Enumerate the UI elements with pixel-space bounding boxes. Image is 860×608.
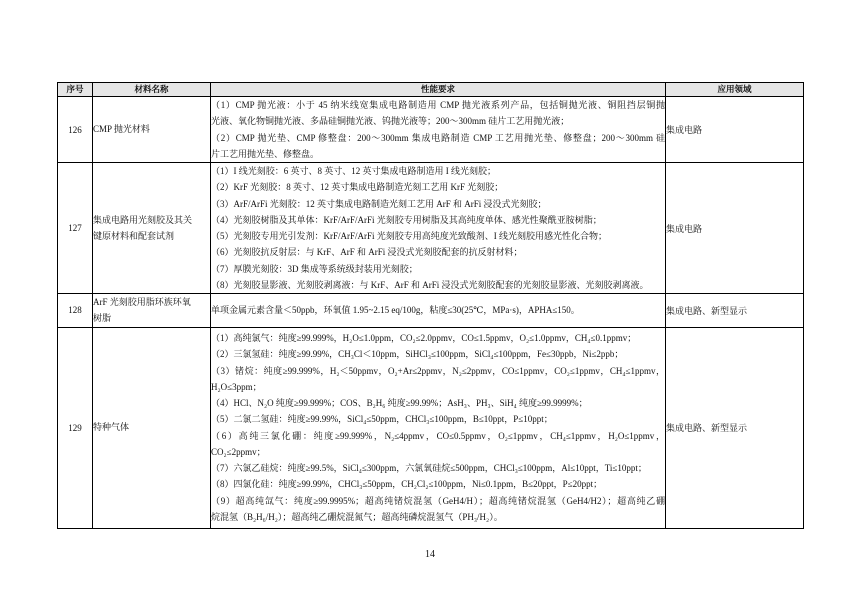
requirement-line: （8）光刻胶显影液、光刻胶剥离液：与 KrF、ArF 和 ArFi 浸没式光刻胶配套的光刻胶显影液、光刻胶剥离液。 (211, 279, 649, 290)
material-name-line: ArF 光刻胶用脂环族环氧 (93, 297, 191, 307)
requirement-line: （2）KrF 光刻胶：8 英寸、12 英寸集成电路制造光刻工艺用 KrF 光刻胶； (211, 182, 504, 193)
row-number: 129 (58, 327, 93, 528)
requirement-line: （1）高纯氯气：纯度≥99.999%，H₂O≤1.0ppm，CO₂≤2.0ppmv，CO≤1.5ppmv，O₂≤1.0ppmv，CH₄≤0.1ppmv； (211, 333, 637, 343)
requirement-line: （7）六氯乙硅烷：纯度≥99.5%，SiCl₄≤300ppm，六氯氧硅烷≤500ppm，CHCl₃≤100ppm，Al≤10ppt，Ti≤10ppt； (211, 463, 647, 473)
application-field: 集成电路、新型显示 (666, 294, 804, 328)
requirement-line: CO₂≤2ppmv； (211, 446, 266, 457)
requirement-line: （4）HCl、N₂O 纯度≥99.999%；COS、B₂H₆ 纯度≥99.99%；AsH₃、PH₃、SiH₄ 纯度≥99.9999%； (211, 398, 588, 408)
requirement-line: （6）光刻胶抗反射层：与 KrF、ArF 和 ArFi 浸没式光刻胶配套的抗反射材料； (211, 247, 523, 258)
table-row (58, 97, 804, 163)
header-material-name: 材料名称 (93, 83, 211, 97)
requirement-line: （3）ArF/ArFi 光刻胶：12 英寸集成电路制造光刻工艺用 ArF 和 ArFi 浸没式光刻胶； (211, 198, 547, 209)
material-name-line: 特种气体 (93, 422, 130, 433)
application-field: 集成电路 (666, 163, 804, 294)
requirement-line: （5）光刻胶专用光引发剂：KrF/ArF/ArFi 光刻胶专用高纯度光致酸剂、I 线光刻胶用感光性化合物； (211, 231, 608, 241)
table-header-row (58, 83, 804, 97)
requirements-cell (211, 327, 666, 528)
header-no: 序号 (58, 83, 93, 97)
requirement-line: 单项金属元素含量＜50ppb，环氧值 1.95~2.15 eq/100g，粘度≤30(25℃，MPa·s)，APHA≤150。 (211, 305, 580, 316)
material-name-line: 集成电路用光刻胶及其关 (93, 214, 193, 225)
header-application-field: 应用领域 (666, 83, 804, 97)
material-name (93, 97, 211, 163)
requirement-line: （2）CMP 抛光垫、CMP 修整盘：200～300mm 集成电路制造 CMP 工艺用抛光垫、修整盘；200～300mm 硅 (211, 132, 665, 143)
row-number: 127 (58, 163, 93, 294)
material-name (93, 294, 211, 328)
requirement-line: （1）CMP 抛光液：小于 45 纳米线宽集成电路制造用 CMP 抛光液系列产品，包括铜抛光液、铜阻挡层铜抛 (211, 100, 665, 110)
requirement-line: 光液、氧化物铜抛光液、多晶硅铜抛光液、钨抛光液等；200～300mm 硅片工艺用抛光液； (211, 116, 570, 127)
requirements-cell (211, 294, 666, 328)
header-requirements: 性能要求 (211, 83, 666, 97)
material-name (93, 163, 211, 294)
application-field: 集成电路 (666, 97, 804, 163)
requirement-line: 片工艺用抛光垫、修整盘。 (211, 148, 320, 159)
requirement-line: （4）光刻胶树脂及其单体：KrF/ArF/ArFi 光刻胶专用树脂及其高纯度单体、感光性聚酰亚胺树脂； (211, 214, 602, 225)
material-name-line: CMP 抛光材料 (93, 124, 150, 135)
requirement-line: （2）三氯氢硅：纯度≥99.99%，CH₃Cl＜10ppm，SiHCl₃≤100ppm，SiCl₄≤100ppm，Fe≤30ppb，Ni≤2ppb； (211, 349, 624, 360)
application-field: 集成电路、新型显示 (666, 327, 804, 528)
requirement-line: （9）超高纯氙气：纯度≥99.9995%；超高纯锗烷混氢（GeH4/H）；超高纯锗烷混氢（GeH4/H2）；超高纯乙硼 (211, 495, 665, 506)
requirement-line: （6）高纯三氯化硼：纯度≥99.999%，N₂≤4ppmv，CO≤0.5ppmv，O₂≤1ppmv，CH₄≤1ppmv，H₂O≤1ppmv， (211, 430, 665, 441)
requirement-line: （5）二氯二氢硅：纯度≥99.99%，SiCl₄≤50ppm，CHCl₃≤100ppm，B≤10ppt，P≤10ppt； (211, 414, 553, 425)
row-number: 128 (58, 294, 93, 328)
requirements-cell (211, 97, 666, 163)
material-name-line: 树脂 (93, 313, 112, 324)
requirement-line: H₂O≤3ppm； (211, 381, 262, 392)
requirements-cell (211, 163, 666, 294)
requirement-line: （7）厚膜光刻胶：3D 集成等系统级封装用光刻胶； (211, 263, 418, 274)
requirement-line: 烷混氢（B₂H₆/H₂）；超高纯乙硼烷混氮气；超高纯磷烷混氢气（PH₃/H₂）。 (211, 511, 503, 522)
requirement-line: （8）四氯化硅：纯度≥99.99%，CHCl₃≤50ppm，CH₂Cl₂≤100ppm，Ni≤0.1ppm，B≤20ppt，P≤20ppt； (211, 479, 603, 490)
table-row (58, 327, 804, 528)
row-number: 126 (58, 97, 93, 163)
table-row (58, 163, 804, 294)
material-name (93, 327, 211, 528)
requirement-line: （3）锗烷：纯度≥99.999%，H₂＜50ppmv，O₂+Ar≤2ppmv，N₂≤2ppmv，CO≤1ppmv，CO₂≤1ppmv，CH₄≤1ppmv， (211, 365, 665, 376)
materials-table (57, 82, 804, 529)
material-name-line: 键原材料和配套试剂 (93, 231, 175, 241)
page-number: 14 (425, 549, 435, 560)
table-row (58, 294, 804, 328)
requirement-line: （1）I 线光刻胶：6 英寸、8 英寸、12 英寸集成电路制造用 I 线光刻胶； (211, 166, 496, 176)
